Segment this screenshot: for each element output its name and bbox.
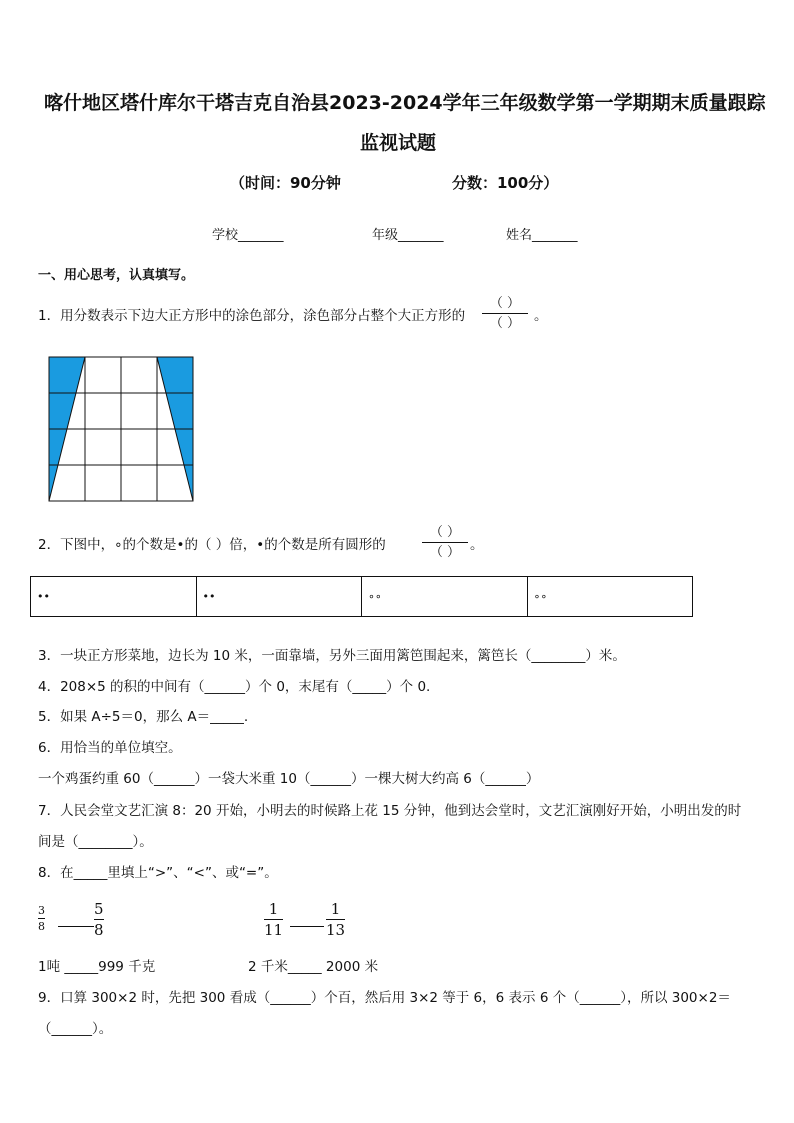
fraction-1-11 xyxy=(264,900,283,939)
question-1-fraction xyxy=(482,294,528,333)
question-6-line: 一个鸡蛋约重 60（______）一袋大米重 10（______）一棵大树大约高 6（______） xyxy=(38,771,540,787)
circles-cell: ∘∘ xyxy=(362,577,528,617)
circles-cell: ∘∘ xyxy=(527,577,693,617)
question-2-end: 。 xyxy=(470,537,484,553)
question-8-row2-left: 1吨 _____999 千克 xyxy=(38,959,156,975)
answer-blank xyxy=(58,926,94,927)
question-8-row2-right: 2 千米_____ 2000 米 xyxy=(248,959,379,975)
name-field: 姓名_______ xyxy=(506,228,578,243)
question-1-text: 1．用分数表示下边大正方形中的涂色部分，涂色部分占整个大正方形的 xyxy=(38,308,466,324)
fraction-numerator: （ ） xyxy=(429,525,461,540)
question-5-text: 5．如果 A÷5＝0，那么 A＝_____. xyxy=(38,709,249,725)
fraction-denominator: （ ） xyxy=(429,545,461,560)
fraction-bar xyxy=(38,918,45,919)
denominator: 13 xyxy=(326,921,346,939)
denominator: 8 xyxy=(94,921,104,939)
question-7-line1: 7．人民会堂文艺汇演 8：20 开始，小明去的时候路上花 15 分钟，他到达会堂时，文艺汇演刚好开始，小明出发的时 xyxy=(38,803,742,819)
question-7-line2: 间是（________）。 xyxy=(38,834,153,850)
page-title: 喀什地区塔什库尔干塔吉克自治县2023-2024学年三年级数学第一学期期末质量跟踪 xyxy=(44,92,766,114)
fraction-3-8 xyxy=(38,904,45,933)
numerator: 5 xyxy=(94,900,104,918)
question-9-line2: （______）。 xyxy=(38,1021,113,1037)
fraction-1-13 xyxy=(326,900,345,939)
question-6-text: 6．用恰当的单位填空。 xyxy=(38,740,182,756)
numerator: 3 xyxy=(38,904,45,917)
denominator: 8 xyxy=(38,920,45,933)
section-heading: 一、用心思考，认真填写。 xyxy=(38,268,195,283)
fraction-bar xyxy=(326,919,345,920)
question-8-text: 8．在_____里填上“>”、“<”、或“=”。 xyxy=(38,865,278,881)
circles-table xyxy=(30,576,693,617)
denominator: 11 xyxy=(264,921,284,939)
fraction-denominator: （ ） xyxy=(489,316,521,331)
question-2-text: 2．下图中，∘的个数是•的（ ）倍，•的个数是所有圆形的 xyxy=(38,537,386,553)
fraction-numerator: （ ） xyxy=(489,296,521,311)
question-3-text: 3．一块正方形菜地，边长为 10 米，一面靠墙，另外三面用篱笆围起来，篱笆长（________）米。 xyxy=(38,648,626,664)
fraction-5-8 xyxy=(94,900,104,939)
shaded-square-figure xyxy=(48,356,195,503)
exam-score: 分数：100分） xyxy=(452,174,559,192)
exam-time: （时间：90分钟 xyxy=(230,174,341,192)
question-2-fraction xyxy=(422,523,468,562)
fraction-bar xyxy=(264,919,283,920)
question-1-end: 。 xyxy=(534,308,548,324)
circles-cell: •• xyxy=(196,577,362,617)
fraction-bar xyxy=(94,919,104,920)
page-title-line2: 监视试题 xyxy=(360,132,437,154)
circles-cell: •• xyxy=(31,577,197,617)
numerator: 1 xyxy=(330,900,341,918)
question-4-text: 4．208×5 的积的中间有（______）个 0，末尾有（_____）个 0. xyxy=(38,679,431,695)
answer-blank xyxy=(290,926,324,927)
numerator: 1 xyxy=(268,900,279,918)
grade-field: 年级_______ xyxy=(372,228,444,243)
school-field: 学校_______ xyxy=(212,228,284,243)
question-9-line1: 9．口算 300×2 时，先把 300 看成（______）个百，然后用 3×2 等于 6，6 表示 6 个（______），所以 300×2＝ xyxy=(38,990,731,1006)
